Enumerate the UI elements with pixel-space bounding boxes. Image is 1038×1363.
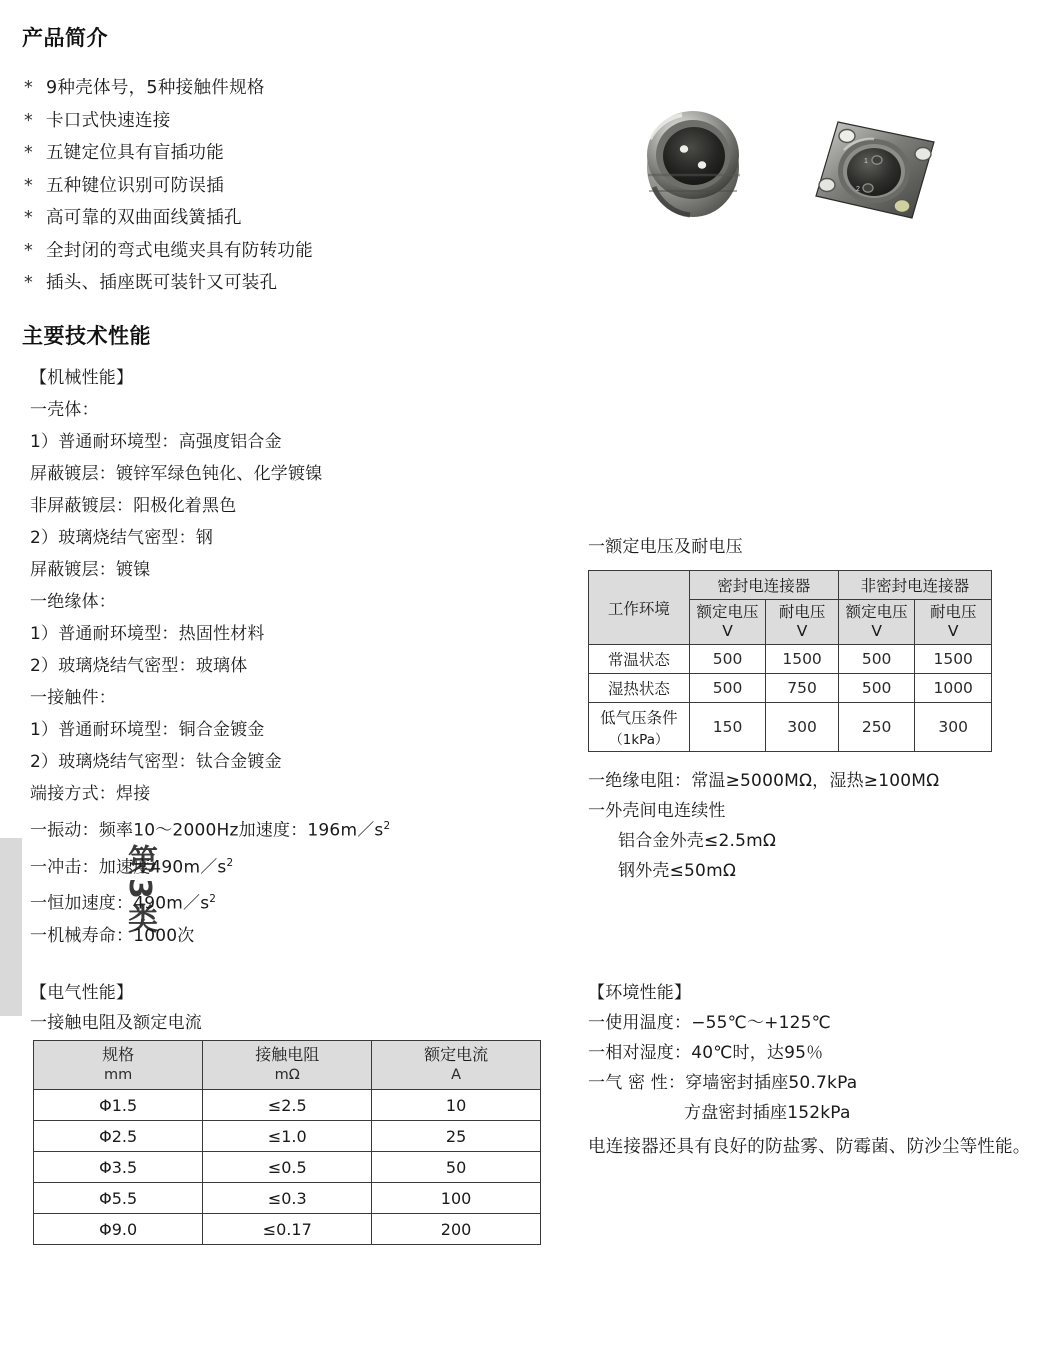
- spec-line: 屏蔽镀层：镀镍: [30, 560, 151, 580]
- list-item-label: 五键定位具有盲插功能: [46, 143, 224, 163]
- list-item: [24, 72, 313, 105]
- list-item-label: 9种壳体号，5种接触件规格: [46, 78, 265, 98]
- spec-line: 1）普通耐环境型：铜合金镀金: [30, 720, 265, 740]
- rated-withstand-voltage-table: [588, 570, 992, 752]
- vibration-exponent: 2: [383, 820, 391, 832]
- list-item-label: 全封闭的弯式电缆夹具有防转功能: [46, 240, 313, 261]
- list-item: [24, 137, 313, 170]
- cell-current: 200: [372, 1214, 541, 1245]
- header-cell-unsealed-group: 非密封电连接器: [838, 571, 991, 600]
- row-label-main: 低气压条件: [600, 709, 678, 727]
- row-label: 常温状态: [589, 645, 690, 674]
- voltage-table-body: [589, 645, 992, 752]
- header-cell-sealed-group: 密封电连接器: [689, 571, 838, 600]
- header-unit: mΩ: [274, 1067, 300, 1083]
- svg-text:2: 2: [856, 186, 860, 193]
- cell-spec: Φ1.5: [34, 1090, 203, 1121]
- header-cell-resistance: [203, 1041, 372, 1090]
- airtightness-line: 一气 密 性：穿墙密封插座50.7kPa: [588, 1073, 858, 1093]
- environmental-note: 电连接器还具有良好的防盐雾、防霉菌、防沙尘等性能。: [588, 1137, 1031, 1157]
- header-cell-spec: [34, 1041, 203, 1090]
- cell-unsealed-withstand: 1500: [915, 645, 992, 674]
- spec-line: 屏蔽镀层：镀锌军绿色钝化、化学镀镍: [30, 464, 323, 484]
- cell-current: 25: [372, 1121, 541, 1152]
- header-unit: V: [722, 622, 733, 640]
- spec-line: 一接触件：: [30, 688, 116, 708]
- asterisk-bullet-icon: *: [24, 143, 34, 163]
- acceleration-spec-line: [30, 883, 390, 920]
- vibration-spec-line: [30, 810, 390, 847]
- table-group-header-row: [589, 571, 992, 600]
- continuity-item: 钢外壳≤50mΩ: [618, 861, 737, 881]
- acceleration-exponent: 2: [209, 893, 217, 906]
- voltage-table-head: [589, 571, 992, 645]
- table-row: [34, 1183, 541, 1214]
- acceleration-spec-label: 一恒加速度：490m／s: [30, 893, 210, 914]
- cell-sealed-rated: 150: [689, 703, 766, 752]
- circular-plug-image: [632, 103, 754, 221]
- table-row: [34, 1152, 541, 1183]
- cell-unsealed-rated: 500: [838, 674, 915, 703]
- header-label: 额定电压: [845, 603, 908, 621]
- mechanical-spec-block: [30, 362, 390, 952]
- cell-spec: Φ3.5: [34, 1152, 203, 1183]
- square-flange-receptacle-photo: [808, 116, 940, 224]
- spec-line: 一壳体：: [30, 400, 99, 420]
- table-row: [34, 1214, 541, 1245]
- cell-unsealed-rated: 500: [838, 645, 915, 674]
- spec-line: 非屏蔽镀层：阳极化着黑色: [30, 496, 237, 516]
- header-unit: V: [947, 622, 959, 640]
- asterisk-bullet-icon: *: [24, 208, 34, 228]
- list-item: [24, 267, 313, 300]
- header-label: 规格: [102, 1045, 135, 1064]
- row-label: [589, 703, 690, 752]
- circular-plug-photo: [632, 103, 754, 221]
- continuity-item: 铝合金外壳≤2.5mΩ: [618, 831, 777, 851]
- spec-line: 端接方式：焊接: [30, 784, 151, 804]
- table-row: [589, 645, 992, 674]
- product-intro-title: 产品简介: [22, 26, 108, 50]
- mechanical-heading: 【机械性能】: [30, 368, 134, 388]
- list-item-label: 插头、插座既可装针又可装孔: [46, 273, 278, 293]
- cell-current: 100: [372, 1183, 541, 1214]
- row-label: 湿热状态: [589, 674, 690, 703]
- cell-current: 10: [372, 1090, 541, 1121]
- cell-current: 50: [372, 1152, 541, 1183]
- asterisk-bullet-icon: *: [24, 240, 34, 261]
- table-row: [589, 703, 992, 752]
- list-item: [24, 202, 313, 235]
- cell-spec: Φ2.5: [34, 1121, 203, 1152]
- shell-continuity-title: 一外壳间电连续性: [588, 801, 726, 821]
- environmental-heading: 【环境性能】: [588, 983, 692, 1003]
- list-item: [24, 235, 313, 268]
- header-label: 接触电阻: [255, 1045, 320, 1064]
- table-header-row: [34, 1041, 541, 1090]
- header-unit: A: [451, 1067, 462, 1083]
- table-row: [34, 1090, 541, 1121]
- voltage-table-caption: 一额定电压及耐电压: [588, 537, 743, 557]
- shock-spec-label: 一冲击：加速度490m／s: [30, 857, 227, 878]
- header-label: 耐电压: [778, 603, 826, 621]
- cell-resistance: ≤0.17: [203, 1214, 372, 1245]
- asterisk-bullet-icon: *: [24, 78, 34, 98]
- spec-line: 2）玻璃烧结气密型：玻璃体: [30, 656, 248, 676]
- contact-resistance-current-table: [33, 1040, 541, 1245]
- table-row: [34, 1121, 541, 1152]
- electrical-subheading: 一接触电阻及额定电流: [30, 1013, 202, 1033]
- header-cell-sealed-rated: [689, 600, 766, 645]
- electrical-performance-block: [30, 978, 570, 1239]
- cell-spec: Φ5.5: [34, 1183, 203, 1214]
- cell-spec: Φ9.0: [34, 1214, 203, 1245]
- cell-resistance: ≤2.5: [203, 1090, 372, 1121]
- list-item-label: 卡口式快速连接: [46, 110, 171, 131]
- insulation-block: [588, 766, 939, 886]
- table-row: [589, 674, 992, 703]
- shock-exponent: 2: [226, 856, 234, 869]
- row-label-sub: （1kPa）: [609, 732, 669, 748]
- header-unit: mm: [104, 1067, 133, 1083]
- header-cell-environment: 工作环境: [589, 571, 690, 645]
- list-item-label: 五种键位识别可防误插: [46, 175, 224, 196]
- environmental-performance-block: [588, 978, 1038, 1163]
- shock-spec-line: [30, 847, 390, 884]
- insulation-resistance-line: 一绝缘电阻：常温≥5000MΩ，湿热≥100MΩ: [588, 771, 940, 791]
- cell-resistance: ≤0.5: [203, 1152, 372, 1183]
- electrical-heading: 【电气性能】: [30, 983, 134, 1003]
- spec-line: 2）玻璃烧结气密型：钛合金镀金: [30, 752, 282, 772]
- cell-unsealed-withstand: 300: [915, 703, 992, 752]
- spec-line: 1）普通耐环境型：高强度铝合金: [30, 432, 282, 452]
- list-item-label: 高可靠的双曲面线簧插孔: [46, 208, 242, 228]
- cell-resistance: ≤1.0: [203, 1121, 372, 1152]
- header-cell-sealed-withstand: [766, 600, 839, 645]
- relative-humidity-line: 一相对湿度：40℃时，达95％: [588, 1043, 824, 1063]
- cell-unsealed-withstand: 1000: [915, 674, 992, 703]
- cell-sealed-withstand: 1500: [766, 645, 839, 674]
- header-cell-current: [372, 1041, 541, 1090]
- spec-line: 一绝缘体：: [30, 592, 116, 612]
- cell-resistance: ≤0.3: [203, 1183, 372, 1214]
- asterisk-bullet-icon: *: [24, 175, 34, 196]
- header-label: 额定电流: [424, 1045, 489, 1064]
- current-table-body: [34, 1090, 541, 1245]
- tech-spec-title: 主要技术性能: [22, 324, 151, 348]
- list-item: [24, 105, 313, 138]
- header-cell-unsealed-rated: [838, 600, 915, 645]
- current-table-head: [34, 1041, 541, 1090]
- vibration-spec-label: 一振动：频率10～2000Hz加速度：196m／s: [30, 820, 384, 841]
- svg-text:1: 1: [864, 158, 868, 165]
- cell-sealed-rated: 500: [689, 674, 766, 703]
- mechanical-life-line: 一机械寿命：1000次: [30, 925, 195, 946]
- operating-temperature-line: 一使用温度：−55℃～+125℃: [588, 1013, 831, 1033]
- square-flange-receptacle-image: [808, 116, 940, 224]
- cell-sealed-withstand: 300: [766, 703, 839, 752]
- asterisk-bullet-icon: *: [24, 273, 34, 293]
- cell-sealed-rated: 500: [689, 645, 766, 674]
- header-cell-unsealed-withstand: [915, 600, 992, 645]
- list-item: [24, 170, 313, 203]
- spec-line: 2）玻璃烧结气密型：钢: [30, 528, 214, 548]
- header-unit: V: [871, 622, 882, 640]
- product-feature-list: [24, 72, 313, 300]
- airtightness-second-line: 方盘密封插座152kPa: [684, 1103, 851, 1123]
- header-label: 额定电压: [696, 603, 759, 621]
- header-label: 耐电压: [929, 603, 977, 621]
- cell-unsealed-rated: 250: [838, 703, 915, 752]
- cell-sealed-withstand: 750: [766, 674, 839, 703]
- spec-line: 1）普通耐环境型：热固性材料: [30, 624, 265, 644]
- voltage-block: [588, 532, 977, 748]
- page-edge-section-tab-label: 第3类: [122, 844, 157, 937]
- asterisk-bullet-icon: *: [24, 110, 34, 131]
- header-unit: V: [796, 622, 808, 640]
